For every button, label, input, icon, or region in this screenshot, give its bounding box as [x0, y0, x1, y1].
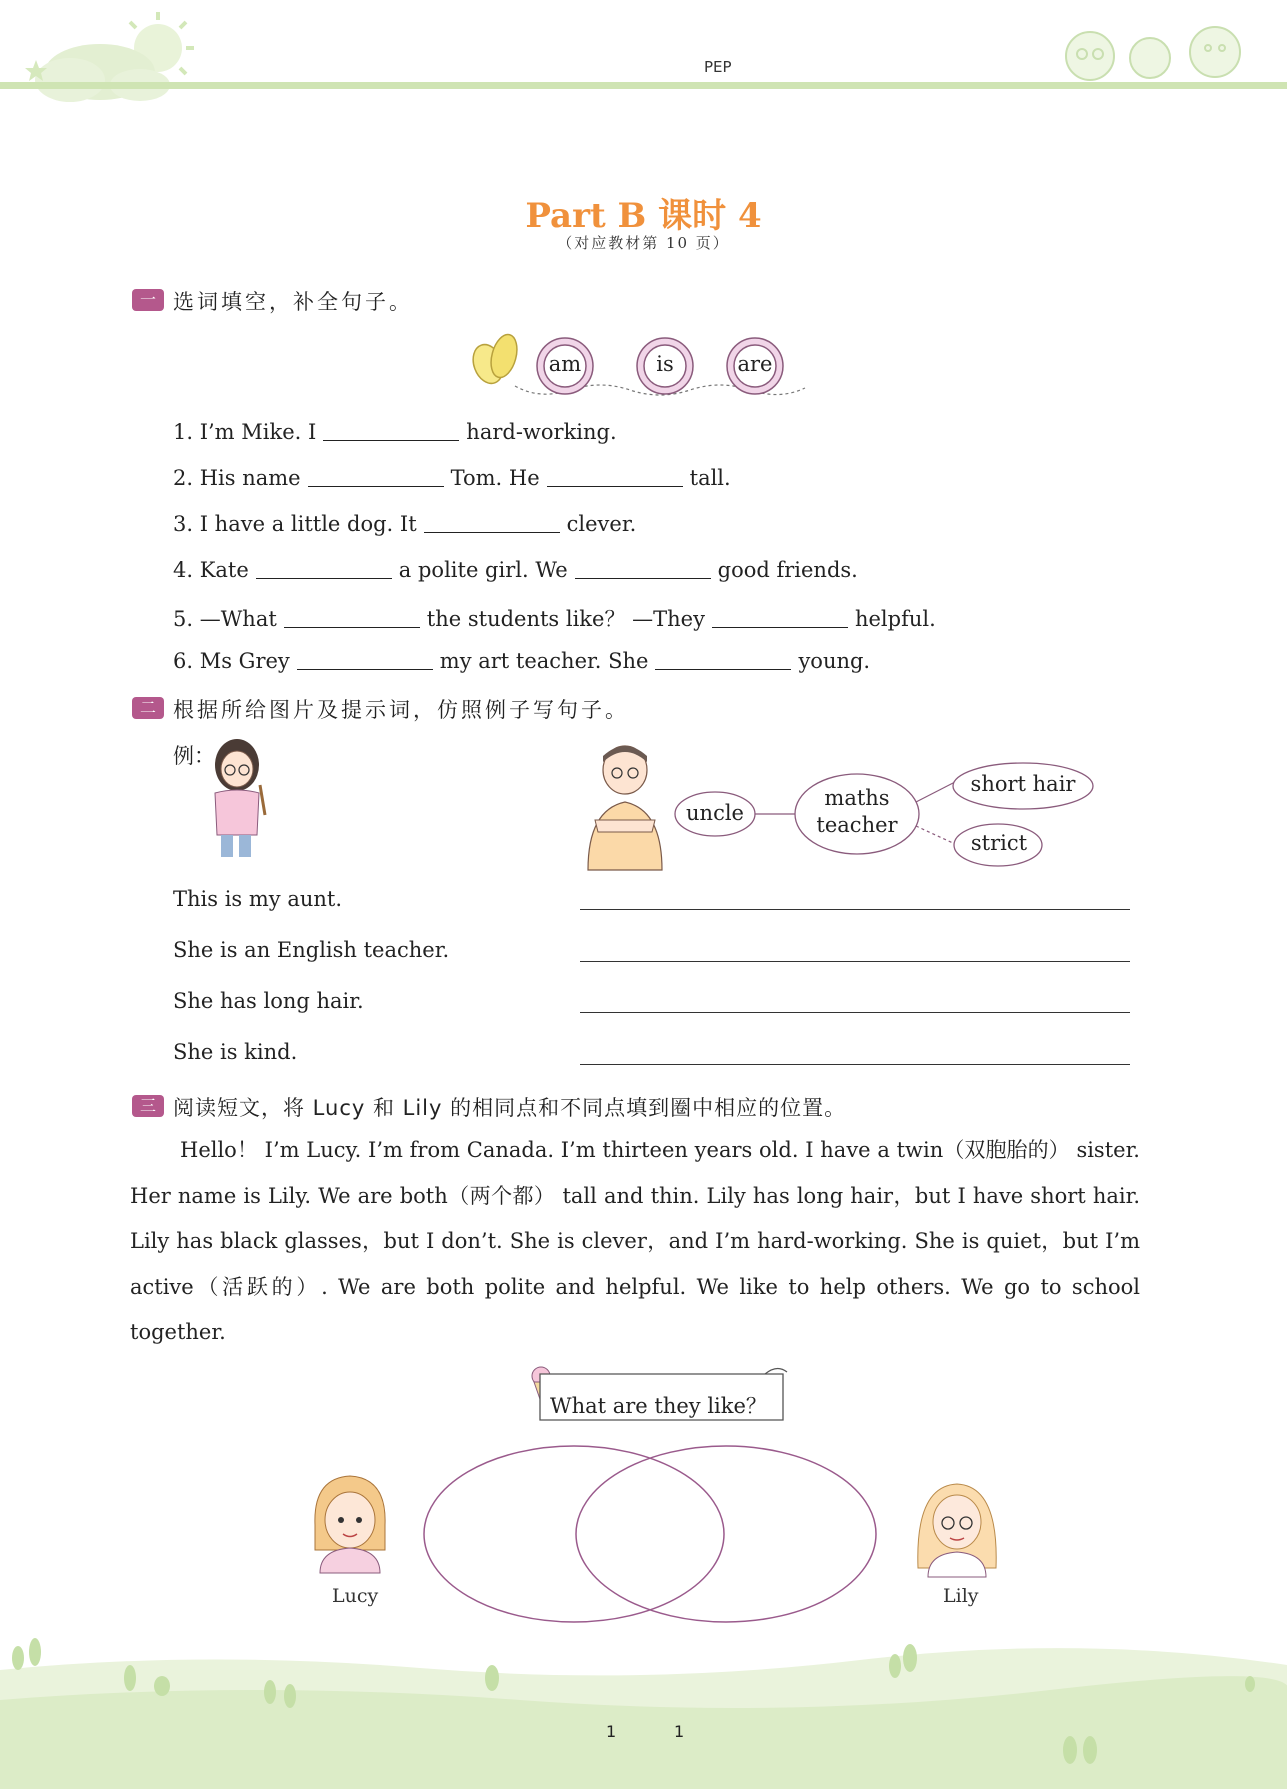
header-rule [0, 82, 1287, 89]
example-sentence-4: She is kind. [173, 1040, 298, 1064]
word-are: are [737, 352, 773, 376]
answer-line-3[interactable] [580, 1012, 1130, 1013]
venn-diagram[interactable] [420, 1440, 885, 1625]
answer-blank[interactable] [547, 486, 683, 487]
bubble-uncle: uncle [686, 801, 744, 825]
answer-line-2[interactable] [580, 961, 1130, 962]
lucy-illustration [305, 1470, 395, 1575]
bubble-strict: strict [970, 831, 1028, 855]
page-number-right: 1 [674, 1722, 685, 1741]
reading-passage: Hello！ I’m Lucy. I’m from Canada. I’m thirteen years old. I have a twin（双胞胎的） sister. Her name is Lily. We are both（两个都） tall and thin. Lily has long hair，but I have short hair. Lily has black glasses，but I don’t. She is clever，and I’m hard-working. She is quiet，but I’m active（活跃的）. We are both polite and helpful. We like to help others. We go to school together. [130, 1138, 1140, 1344]
question-2: 2. His name Tom. He tall. [173, 466, 731, 490]
question-5: 5. —What the students like？ —They helpful. [173, 607, 936, 631]
answer-blank[interactable] [297, 669, 433, 670]
cartoon-animals-illustration [1066, 27, 1240, 80]
bubble-maths: maths [824, 786, 890, 810]
section-2-instruction: 根据所给图片及提示词，仿照例子写句子。 [173, 698, 629, 722]
answer-blank[interactable] [712, 627, 848, 628]
footer-landscape [0, 1630, 1287, 1789]
header-decoration [0, 0, 1287, 120]
section-1-instruction: 选词填空，补全句子。 [173, 290, 413, 314]
section-3-instruction: 阅读短文，将 Lucy 和 Lily 的相同点和不同点填到圈中相应的位置。 [173, 1096, 847, 1120]
page-subtitle: （对应教材第 10 页） [557, 234, 730, 252]
word-am: am [548, 352, 582, 376]
page-number-left: 1 [606, 1722, 617, 1741]
answer-blank[interactable] [284, 627, 420, 628]
banner-text: What are they like？ [550, 1394, 767, 1418]
section-3-badge: 三 [132, 1095, 164, 1117]
header-label: PEP [704, 58, 732, 76]
bubble-short-hair: short hair [970, 772, 1076, 796]
lucy-label: Lucy [332, 1585, 379, 1607]
section-2-badge: 二 [132, 697, 164, 719]
answer-blank[interactable] [323, 440, 459, 441]
question-4: 4. Kate a polite girl. We good friends. [173, 558, 858, 582]
lily-illustration [910, 1478, 1005, 1578]
answer-blank[interactable] [308, 486, 444, 487]
answer-blank[interactable] [655, 669, 791, 670]
example-sentence-2: She is an English teacher. [173, 938, 450, 962]
bubble-teacher: teacher [816, 813, 898, 837]
answer-blank[interactable] [424, 532, 560, 533]
page-title: Part B 课时 4 [525, 196, 762, 236]
answer-line-1[interactable] [580, 909, 1130, 910]
venn-circle-lily [576, 1446, 876, 1622]
lily-label: Lily [943, 1585, 979, 1607]
answer-blank[interactable] [256, 578, 392, 579]
word-is: is [656, 352, 674, 376]
answer-blank[interactable] [575, 578, 711, 579]
question-3: 3. I have a little dog. It clever. [173, 512, 637, 536]
example-sentence-1: This is my aunt. [173, 887, 343, 911]
question-6: 6. Ms Grey my art teacher. She young. [173, 649, 871, 673]
venn-circle-lucy [424, 1446, 724, 1622]
uncle-illustration [588, 746, 662, 870]
aunt-illustration [205, 735, 275, 860]
butterfly-icon [468, 332, 521, 388]
question-1: 1. I’m Mike. I hard-working. [173, 420, 617, 444]
section-1-badge: 一 [132, 289, 164, 311]
example-label: 例： [173, 744, 215, 768]
answer-line-4[interactable] [580, 1064, 1130, 1065]
example-sentence-3: She has long hair. [173, 989, 364, 1013]
